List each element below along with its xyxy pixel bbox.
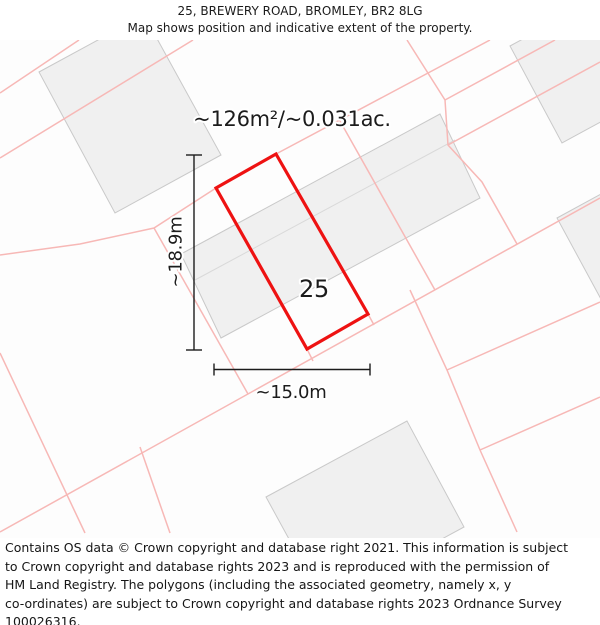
parcel-boundary-line	[140, 447, 170, 533]
building-footprint	[510, 40, 600, 143]
footer-line: HM Land Registry. The polygons (including the associated geometry, namely x, y	[5, 577, 512, 592]
parcel-boundary-line	[276, 40, 490, 154]
building-footprint	[557, 170, 600, 301]
footer-line: co-ordinates) are subject to Crown copyright and database rights 2023 Ordnance Survey	[5, 595, 562, 611]
footer-line: Contains OS data © Crown copyright and database right 2021. This information is subject	[5, 540, 569, 555]
parcel-boundary-line	[0, 353, 85, 533]
parcel-boundary-line	[447, 302, 600, 370]
building-footprint	[181, 114, 480, 338]
area-label: ~126m²/~0.031ac.	[193, 107, 391, 131]
building-footprint	[266, 421, 464, 538]
parcel-boundary-line	[368, 314, 374, 325]
parcel-boundary-line	[480, 397, 600, 450]
page-title: 25, BREWERY ROAD, BROMLEY, BR2 8LG	[177, 4, 423, 18]
horizontal-dimension-label: ~15.0m	[255, 382, 327, 403]
map	[0, 40, 600, 538]
copyright-notice	[5, 539, 597, 625]
header	[0, 3, 600, 37]
map-canvas	[0, 40, 600, 538]
footer-line: 100026316.	[5, 614, 81, 625]
page-subtitle: Map shows position and indicative extent of the property.	[127, 21, 473, 35]
plot-number-label: 25	[299, 275, 329, 303]
footer-line: to Crown copyright and database rights 2023 and is reproduced with the permission of	[5, 558, 550, 574]
vertical-dimension-label: ~18.9m	[165, 216, 187, 288]
